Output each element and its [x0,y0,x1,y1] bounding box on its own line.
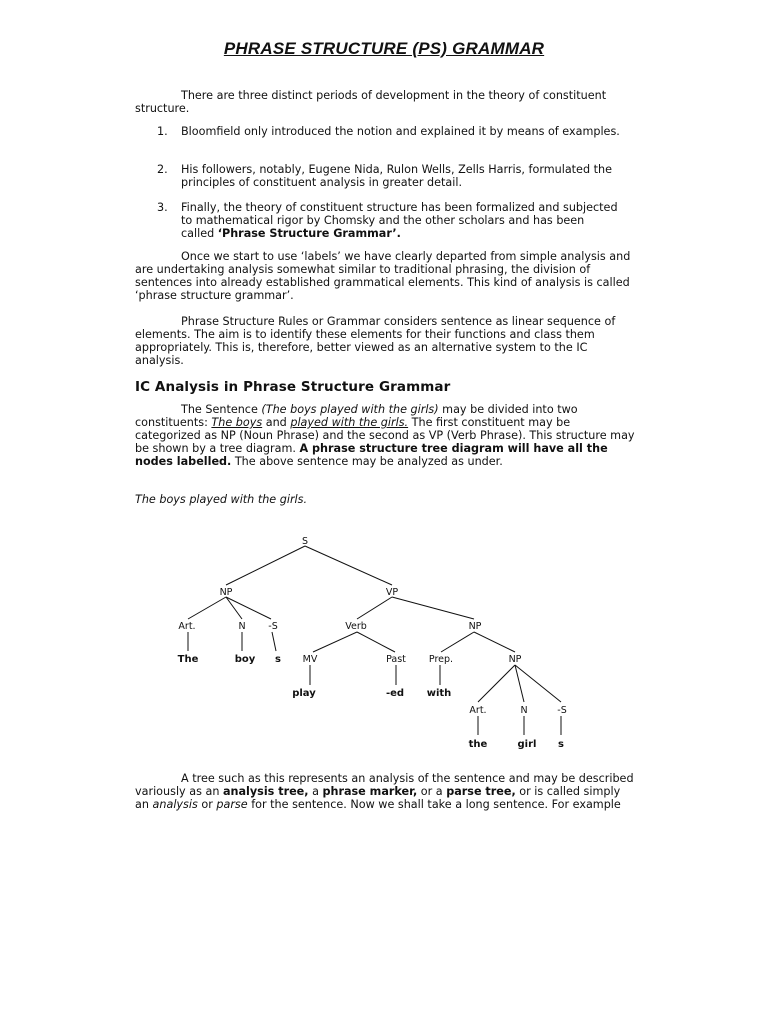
rules-paragraph: Phrase Structure Rules or Grammar considers sentence as linear sequence of elements. The aim is to identify these elements for their functions and class them appropriately. This is, therefore, better viewed as an alternative system to the IC analysis. [135,315,616,367]
ic-text: The Sentence [181,403,262,416]
ic-text-underlined: played with the girls. [290,415,409,429]
tree-word: girl [517,739,537,750]
closing-text-italic: parse [216,797,248,811]
tree-edge [272,632,276,651]
closing-text-bold: parse tree, [446,784,516,798]
tree-edge [305,546,392,585]
ic-text-underlined: The boys [211,415,263,429]
tree-word: The [177,654,199,665]
closing-text: or a [417,784,447,798]
ic-text: The first constituent may be categorized as NP (Noun Phrase) and the second as VP (Verb Phrase). This structure may be shown by a tree diagram. [135,415,635,455]
ic-text: The above sentence may be analyzed as under. [231,454,503,468]
tree-word: the [468,739,488,750]
tree-node-art: Art. [469,705,487,716]
tree-edge [226,597,242,619]
tree-node-vp: VP [385,587,399,598]
tree-node-suffix: -S [268,621,278,632]
list-number: 2. [157,163,168,176]
list-number: 3. [157,201,168,214]
tree-word: with [426,688,452,699]
list-text: Bloomfield only introduced the notion and explained it by means of examples. [181,125,620,138]
ic-text-italic: (The boys played with the girls) [261,403,439,416]
tree-node-n: N [520,705,528,716]
tree-word: s [558,739,564,750]
tree-word: play [292,688,316,699]
tree-edge [226,546,305,585]
tree-nodes [178,536,566,716]
ic-text: may be divided into two constituents: [135,403,578,429]
tree-node-s: S [301,536,309,547]
tree-words [177,654,567,750]
tree-edge [392,597,474,619]
labels-paragraph: Once we start to use ‘labels’ we have clearly departed from simple analysis and are undertaking analysis somewhat similar to traditional phrasing, the division of sentences into already established grammatical elements. This kind of analysis is called ‘phrase structure grammar’. [135,250,631,302]
ic-text: and [262,415,291,429]
tree-edge [474,632,515,652]
tree-edge [515,665,561,702]
tree-word: -ed [385,688,405,699]
document-title: PHRASE STRUCTURE (PS) GRAMMAR [223,39,545,58]
tree-node-np: NP [468,621,482,632]
tree-node-np: NP [508,654,522,665]
section-heading: IC Analysis in Phrase Structure Grammar [135,379,451,395]
tree-word: boy [234,654,256,665]
tree-edge [226,597,271,619]
tree-edges [188,546,561,735]
intro-paragraph: There are three distinct periods of development in the theory of constituent structure. [135,89,607,115]
closing-text: for the sentence. Now we shall take a long sentence. For example [247,797,621,811]
ic-text-bold: A phrase structure tree diagram will have all the nodes labelled. [135,441,608,468]
closing-text-italic: analysis [152,797,198,811]
closing-text-bold: phrase marker, [322,784,418,798]
tree-node-np: NP [219,587,233,598]
tree-node-suffix: -S [557,705,567,716]
list-text-bold: ‘Phrase Structure Grammar’. [217,226,401,240]
closing-text: or [197,797,217,811]
tree-node-verb: Verb [345,621,367,632]
tree-node-mv: MV [302,654,318,665]
tree-edge [357,597,392,619]
tree-edge [313,632,357,652]
tree-edge [188,597,226,619]
tree-node-past: Past [386,654,406,665]
list-number: 1. [157,125,168,138]
closing-text: A tree such as this represents an analysis of the sentence and may be described variously as an [135,772,634,798]
list-text: His followers, notably, Eugene Nida, Rulon Wells, Zells Harris, formulated the principles of constituent analysis in greater detail. [181,163,612,189]
tree-edge [357,632,395,652]
tree-edge [441,632,474,652]
tree-word: s [275,654,281,665]
example-sentence: The boys played with the girls. [135,493,308,506]
tree-node-prep: Prep. [428,654,454,665]
closing-text: a [308,784,323,798]
tree-node-art: Art. [178,621,196,632]
list-text: Finally, the theory of constituent structure has been formalized and subjected to mathematical rigor by Chomsky and the other scholars and has been called [181,201,618,240]
tree-edge [478,665,515,702]
tree-node-n: N [238,621,246,632]
closing-paragraph [135,773,635,812]
closing-text-bold: analysis tree, [222,784,309,798]
closing-text: or is called simply an [135,784,621,811]
